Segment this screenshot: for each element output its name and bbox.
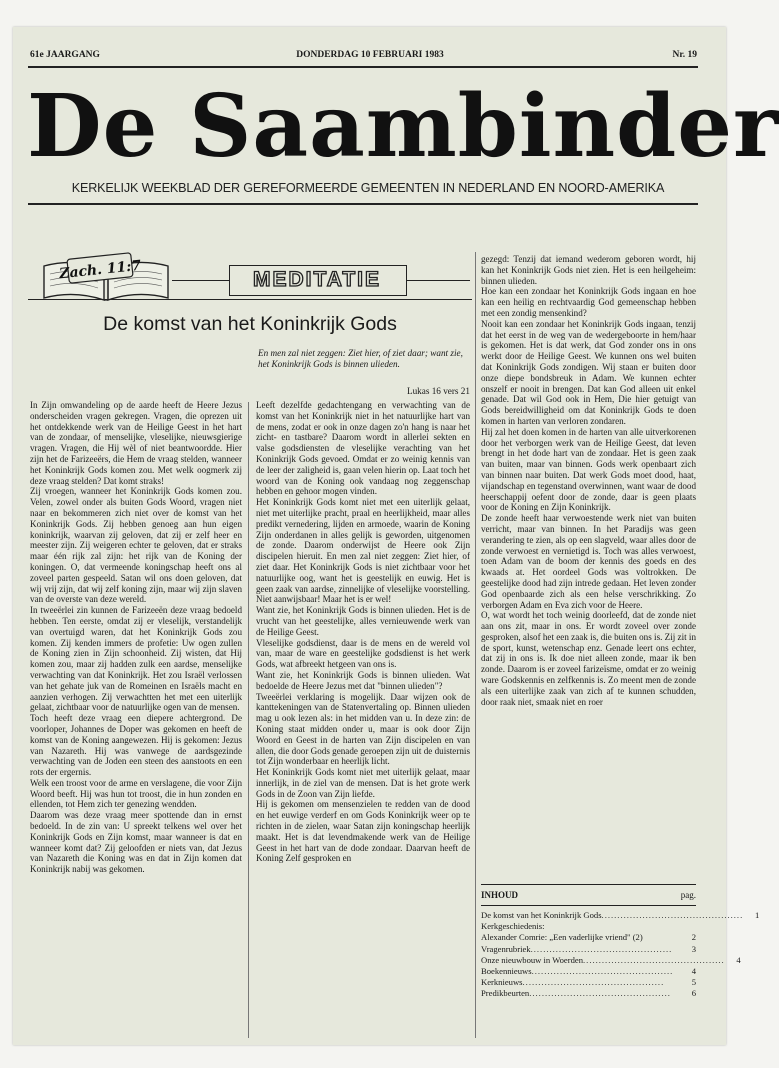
paragraph: O, wat wordt het toch weinig doorleefd, dat de zonde niet aan ons zit, maar in ons. Er wordt zoveel over zonde gesproken, alsof het een zaak is, die buiten ons is. Zij zit in de sport, kunst, wetenschap enz. Genade leert ons echter, dat zij in ons is. Ik doe niet alleen zonde, maar ik ben zonde. Daarom is er zoveel farizeïsme, omdat er zo weinig ware Godskennis en zelfkennis is. Zo meent men de zonde als een uiterlijke zaak van zich af te kunnen schudden, door raak niet, smaak niet en roer (481, 610, 696, 707)
toc-entry[interactable]: De komst van het Koninkrijk Gods ............................................. 1 (481, 910, 760, 920)
article-column-3 (481, 254, 696, 884)
paragraph: Zij vroegen, wanneer het Koninkrijk Gods komen zou. Velen, zowel onder als buiten Gods Woord, vragen niet naar en bekommeren zich niet over de komst van het Koninkrijk Gods. Zij hebben genoeg aan hun eigen koninkrijk, waarvan zij geloven, dat zij er zelf heer en meester zijn. Zij weigeren echter te geloven, dat er straks maar één rijk zal zijn: het rijk van de Koning der koningen. O, dat vermeende koningschap heeft ons al zoveel parten gespeeld. Satan wil ons doen geloven, dat wij vrij zijn, dat wij zelf koning zijn, maar wij zijn slaven van de overste van deze wereld. (30, 486, 242, 605)
logo-verse: Zach. 11:7 (58, 257, 142, 283)
toc-top-rule (481, 884, 696, 885)
header-rule (28, 66, 698, 68)
article-column-2 (256, 400, 470, 1045)
issue-date: DONDERDAG 10 FEBRUARI 1983 (296, 50, 444, 60)
toc-heading-rule (481, 905, 696, 906)
paragraph: In tweeërlei zin kunnen de Farizeeën deze vraag bedoeld hebben. Ten eerste, omdat zij er vleselijk, verstandelijk van overtuigd waren, dat het Koninkrijk Gods zou komen. Zij kenden immers de profetie: Uw ogen zullen de Koning zien in Zijn schoonheid. Zij wisten, dat Hij komen zou, maar zij hadden zulk een aardse, menselijke verwachting van dat Koninkrijk. Het zou Israël verlossen van het gehate juk van de Romeinen en Israëls macht en aanzien verhogen. Zij verwachtten het met een uiterlijk gelaat, zichtbaar voor de natuurlijke ogen van de mensen. (30, 605, 242, 713)
toc-entry[interactable]: Alexander Comrie: „Een vaderlijke vriend" (2) 2 (481, 932, 696, 943)
masthead-subtitle: KERKELIJK WEEKBLAD DER GEREFORMEERDE GEMEENTEN IN NEDERLAND EN NOORD-AMERIKA (71, 181, 665, 195)
paragraph: De zonde heeft haar verwoestende werk niet van buiten verricht, maar van binnen. In het Paradijs was geen verandering te zien, als op een slagveld, waar alles door de zonde verwoest en vernietigd is. Toch was alles verwoest, toen Adam van de boom der kennis des goeds en des kwaads at. Het oordeel Gods was voltrokken. De geestelijke dood had zijn intrede gedaan. Het leven zonder God openbaarde zich als een helse verschrikking. Zo verborgen Adam en Eva zich voor de Heere. (481, 513, 696, 610)
masthead-title: De Saambinder (27, 76, 779, 177)
paragraph: Tweeërlei verklaring is mogelijk. Daar wijzen ook de kanttekeningen van de Statenvertaling op. Binnen ulieden mag u ook lezen als: in het midden van u. In deze zin: de Koning staat midden onder u, maar is ook door Zijn Woord en Geest in de harten van Zijn discipelen en van allen, die door Gods genade geroepen zijn uit de duisternis tot Zijn wonderbaar en heerlijk licht. (256, 691, 470, 767)
paragraph: Het Koninkrijk Gods komt niet met uiterlijk gelaat, maar innerlijk, in de ziel van de mensen. Dat is het grote werk Gods in de Zoon van Zijn liefde. (256, 767, 470, 799)
toc-heading: INHOUD (481, 890, 519, 900)
table-of-contents (481, 888, 760, 1000)
toc-entry: Kerkgeschiedenis: (481, 921, 545, 932)
section-label: MEDITATIE (252, 268, 382, 291)
article-title: De komst van het Koninkrijk Gods (103, 313, 397, 335)
toc-entry[interactable]: Kerknieuws ............................................. 5 (481, 977, 696, 988)
issue-number: Nr. 19 (672, 50, 697, 60)
column-divider-1 (248, 402, 249, 1038)
paragraph: Leeft dezelfde gedachtengang en verwachting van de komst van het Koninkrijk niet in het natuurlijke hart van de mens, zodat er ook in onze dagen zo'n hang is naar het zicht- en tastbare? Daarom wordt in allerlei sekten en valse godsdiensten de vleselijke verachting van het Koninkrijk Gods gevoed. Omdat er zo weinig kennis van de leer der zaligheid is, gaan velen hierin op. Laat toch het woord van de Koning ook vandaag nog zeggenschap hebben en gehoor mogen vinden. (256, 400, 470, 497)
open-book-icon (40, 250, 172, 304)
paragraph: Nooit kan een zondaar het Koninkrijk Gods ingaan, tenzij dat het eerst in de weg van de wedergeboorte in hem/haar is gekomen. Het is dat werk, dat God zonder ons in ons werkt door de Heilige Geest. We kunnen ons wel buiten dat Koninkrijk Gods zondigen. Wij staan er buiten door onze diepe bondsbreuk in Adam. We kunnen echter onszelf er nooit in brengen. Dat kan God alleen uit enkel genade. Dat wil God ook in Hem, Die hier getuigt van Gods bereidwilligheid om dat Koninkrijk Gods te doen komen in harten van verloren zondaren. (481, 318, 696, 426)
paragraph: Hij is gekomen om mensenzielen te redden van de dood en het euwige verderf en om Gods Koninkrijk weer op te richten in de zielen, waar Satan zijn koningschap heerlijk maakt. Het is dat levendmakende werk van de Heilige Geest in het hart van de dode zondaar. Daarvan heeft de Koning Zelf gesproken en (256, 799, 470, 864)
toc-entry[interactable]: Boekennieuws ............................................. 4 (481, 965, 696, 976)
paragraph: Het Koninkrijk Gods komt niet met een uiterlijk gelaat, niet met uiterlijke pracht, praal en heerlijkheid, maar alles predikt vernedering, lijden en armoede, waarin de Koning Zijn onderdanen in alles gelijk is geworden, uitgenomen de zonde. Daarom onderwijst de Heere ook Zijn discipelen hieruit. En men zal niet zeggen: Ziet hier, of ziet daar. Het Koninkrijk Gods is niet zichtbaar voor het natuurlijke oog, want het is geestelijk en euwig. Het is geen zaak van aardse, zinnelijke of vleselijke voorstelling. Niet aanwijsbaar! Maar het is er wel! (256, 497, 470, 605)
paragraph: Welk een troost voor de arme en verslagene, die voor Zijn Woord beeft. Hij was hun tot troost, die in hun zonden en ellenden, tot Hem zich ter genezing wendden. (30, 777, 242, 810)
toc-entry[interactable]: Predikbeurten ............................................. 6 (481, 988, 696, 999)
section-underline (28, 299, 472, 300)
toc-page-label: pag. (680, 890, 696, 900)
masthead-rule (28, 203, 698, 205)
section-rule-right (405, 280, 470, 281)
toc-entry[interactable]: Vragenrubriek ............................................. 3 (481, 943, 696, 954)
column-divider-2 (475, 252, 476, 1038)
article-column-1 (30, 400, 242, 1040)
paragraph: In Zijn omwandeling op de aarde heeft de Heere Jezus onderscheiden vragen gekregen. Vragen, die oprezen uit het ontdekkende werk van de Heilige Geest in het hart van de zondaar, of menselijke, vleselijke, nieuwsgierige vragen. Vragen, die Hij wèl of niet beantwoordde. Hier zijn het de Farizeeërs, die Hem de vraag stelden, wanneer het Koninkrijk Gods komen zou. Met welk oogmerk zij deze vraag stelden? Dat komt straks! (30, 400, 242, 486)
paragraph: Daarom was deze vraag meer spottende dan in ernst bedoeld. In de zin van: U spreekt telkens wel over het Koninkrijk Gods en Zijn komst, maar wanneer is dat en wanneer komt dat? Zij geloofden er niets van, dat Jezus van Nazareth die Koning was en dat in Zijn komen dat Koninkrijk nabij was gekomen. (30, 810, 242, 875)
paragraph: Toch heeft deze vraag een diepere achtergrond. De voorloper, Johannes de Doper was gekomen en heeft de komst van de Koning aangewezen. Hij is gekomen: Jezus van Nazareth. Hij was vanwege de aardsgezinde verwachting van de Joden een steen des aanstoots en een rots der ergernis. (30, 713, 242, 778)
toc-entry[interactable]: Onze nieuwbouw in Woerden ............................................. 4 (481, 954, 741, 965)
section-rule-left (172, 280, 229, 281)
article-verse: En men zal niet zeggen: Ziet hier, of ziet daar; want zie, het Koninkrijk Gods is binnen ulieden. (258, 348, 463, 369)
paragraph: gezegd: Tenzij dat iemand wederom geboren wordt, hij kan het Koninkrijk Gods niet zien. Het is een heilgeheim: binnen ulieden. (481, 254, 696, 286)
paragraph: Want zie, het Koninkrijk Gods is binnen ulieden. Wat bedoelde de Heere Jezus met dat "binnen ulieden"? (256, 669, 470, 691)
paragraph: Hoe kan een zondaar het Koninkrijk Gods ingaan en hoe kan een heilig en rechtvaardig God gemeenschap hebben met een zondig mensenkind? (481, 286, 696, 318)
paragraph: Want zie, het Koninkrijk Gods is binnen ulieden. Het is de vrucht van het geestelijke, alles vernieuwende werk van de Heilige Geest. (256, 605, 470, 637)
paragraph: Vleselijke godsdienst, daar is de mens en de wereld vol van, maar de ware en geestelijke godsdienst is het werk Gods, wat afbreekt hetgeen van ons is. (256, 637, 470, 670)
paragraph: Hij zal het doen komen in de harten van alle uitverkorenen door het verborgen werk van de Heilige Geest, dat leven brengt in het dode hart van de zondaar. Het is geen zaak van buiten, maar van binnen. Gods werk openbaart zich van binnen naar buiten. Dat werk Gods moet dood, haat, vijandschap en tegenstand overwinnen, want waar de dood heerschappij oefent door de zonde, daar is geen plaats voor de Koning en Zijn Koninkrijk. (481, 426, 696, 513)
volume-label: 61e JAARGANG (30, 50, 100, 60)
article-verse-ref: Lukas 16 vers 21 (406, 386, 470, 396)
